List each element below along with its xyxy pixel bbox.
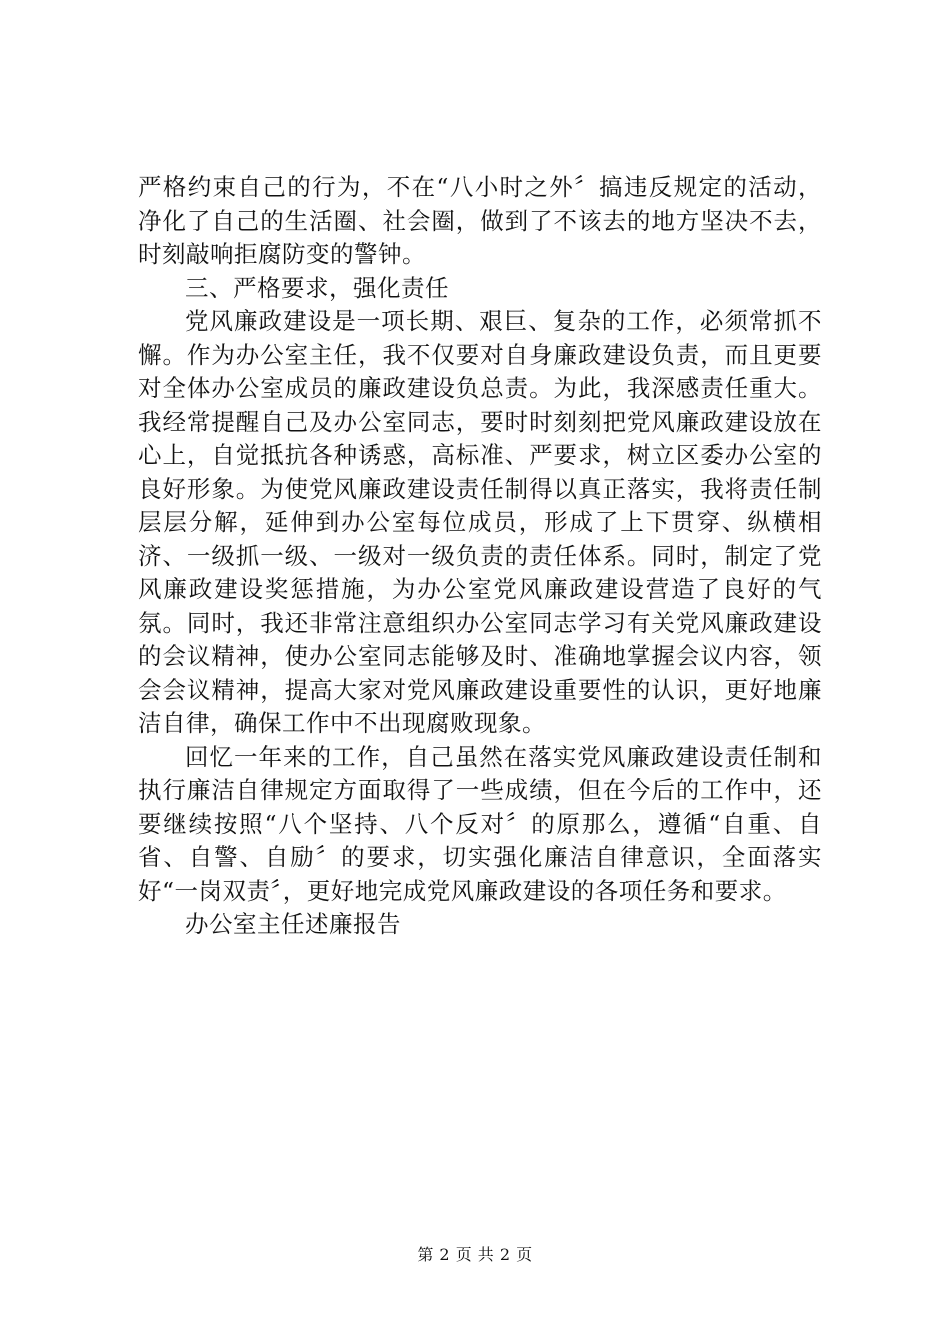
paragraph-3: 党风廉政建设是一项长期、艰巨、复杂的工作，必须常抓不懈。作为办公室主任，我不仅要对自身廉政建设负责，而且更要对全体办公室成员的廉政建设负总责。为此，我深感责任重大。我经常提醒自己及办公室同志，要时时刻刻把党风廉政建设放在心上，自觉抵抗各种诱惑，高标准、严要求，树立区委办公室的良好形象。为使党风廉政建设责任制得以真正落实，我将责任制层层分解，延伸到办公室每位成员，形成了上下贯穿、纵横相济、一级抓一级、一级对一级负责的责任体系。同时，制定了党风廉政建设奖惩措施，为办公室党风廉政建设营造了良好的气氛。同时，我还非常注意组织办公室同志学习有关党风廉政建设的会议精神，使办公室同志能够及时、准确地掌握会议内容，领会会议精神，提高大家对党风廉政建设重要性的认识，更好地廉洁自律，确保工作中不出现腐败现象。 (138, 307, 822, 737)
paragraph-4: 回忆一年来的工作，自己虽然在落实党风廉政建设责任制和执行廉洁自律规定方面取得了一些成绩，但在今后的工作中，还要继续按照“八个坚持、八个反对〞的原那么，遵循“自重、自省、自警、自励〞的要求，切实强化廉洁自律意识，全面落实好“一岗双责〞，更好地完成党风廉政建设的各项任务和要求。 (138, 742, 822, 905)
paragraph-1: 严格约束自己的行为，不在“八小时之外〞搞违反规定的活动，净化了自己的生活圈、社会圈，做到了不该去的地方坚决不去，时刻敲响拒腐防变的警钟。 (138, 173, 822, 268)
page-footer: 第 2 页 共 2 页 (417, 1245, 533, 1264)
document-body (138, 171, 822, 942)
document-title-line: 办公室主任述廉报告 (185, 910, 401, 938)
section-heading: 三、严格要求，强化责任 (185, 273, 449, 302)
